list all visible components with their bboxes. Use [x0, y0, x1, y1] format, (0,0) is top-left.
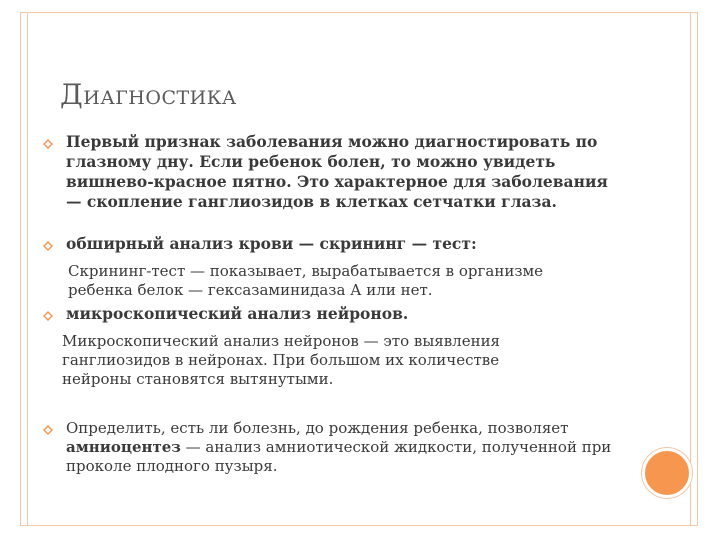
slide-title: [60, 78, 237, 111]
bullet-4-bold-term: амниоцентез: [66, 438, 181, 456]
frame-line-left: [27, 12, 28, 526]
bullet-1-bold: Первый признак заболевания можно диагностировать по глазному дну. Если ребенок болен, то можно увидеть вишнево-красное пятно. Это характерное для заболевания — скопление ганглиозидов в клетках сетчатки глаза.: [66, 132, 608, 211]
bullet-text-2: [66, 234, 626, 254]
bullet-icon: [42, 138, 54, 150]
bullet-text-1: [66, 132, 626, 212]
bullet-icon: [42, 240, 54, 252]
frame-line-right: [690, 12, 691, 526]
bullet-4-part-a: Определить, есть ли болезнь, до рождения ребенка, позволяет: [66, 419, 569, 437]
sub-text-microscopy: Микроскопический анализ нейронов — это выявления ганглиозидов в нейронах. При большом их количестве нейроны становятся вытянутыми.: [62, 332, 501, 388]
bullet-text-4: [66, 419, 626, 476]
title-initial: Д: [60, 78, 84, 111]
bullet-4-part-c: — анализ амниотической жидкости, полученной при проколе плодного пузыря.: [66, 438, 612, 475]
bullet-2-bold: обширный анализ крови — скрининг — тест:: [66, 234, 477, 253]
bullet-icon: [42, 424, 54, 436]
decorative-orange-circle: [642, 448, 692, 498]
bullet-text-3: [66, 304, 626, 324]
bullet-icon: [42, 310, 54, 322]
sub-text-screening: Скрининг-тест — показывает, вырабатывается в организме ребенка белок — гексазаминидаза А или нет.: [68, 262, 544, 299]
bullet-3-bold: микроскопический анализ нейронов.: [66, 304, 409, 323]
title-rest: ИАГНОСТИКА: [83, 87, 237, 109]
